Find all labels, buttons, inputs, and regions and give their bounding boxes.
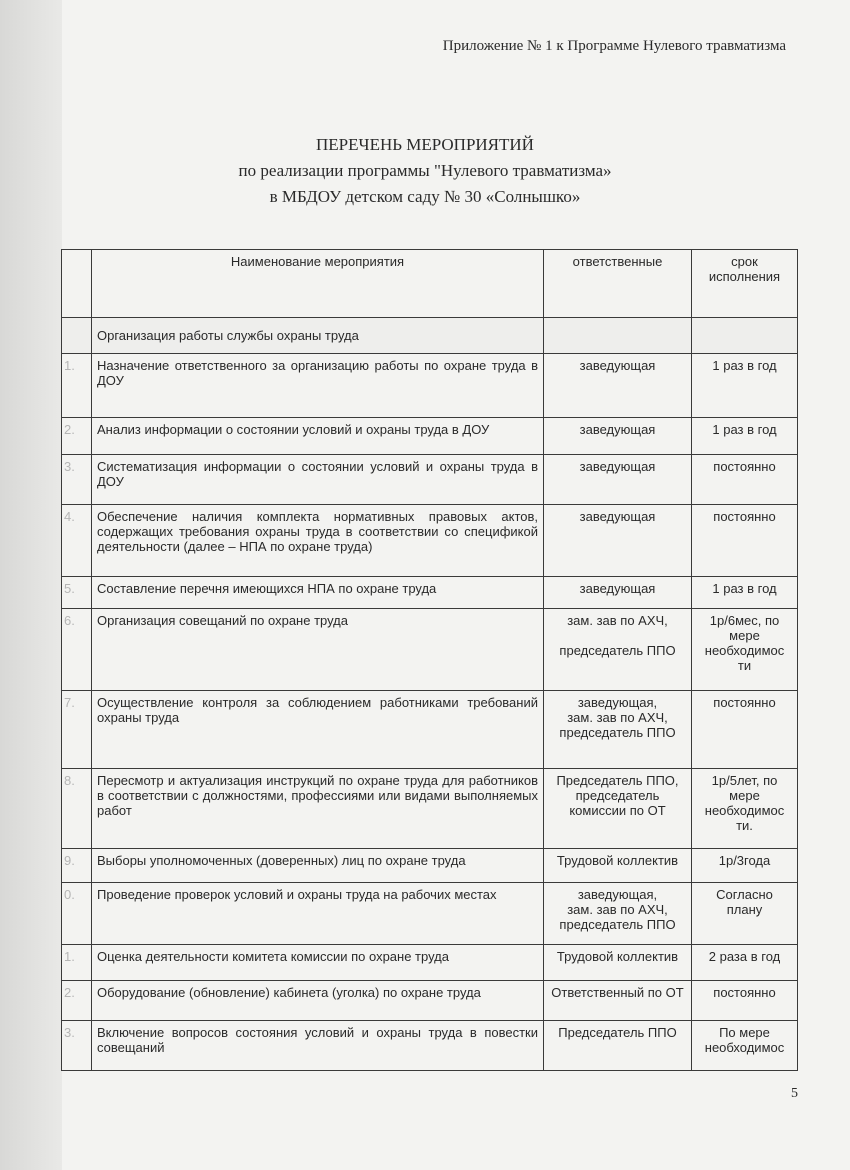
table-row <box>62 849 798 883</box>
row-measure-name: Обеспечение наличия комплекта нормативных правовых актов, содержащих требования охраны труда в соответствии со спецификой деятельности (далее – НПА по охране труда) <box>92 505 544 577</box>
row-measure-name: Проведение проверок условий и охраны труда на рабочих местах <box>92 883 544 945</box>
table-row <box>62 418 798 455</box>
row-measure-name: Пересмотр и актуализация инструкций по охране труда для работников в соответствии с должностями, профессиями или видами выполняемых работ <box>92 769 544 849</box>
row-measure-name: Оборудование (обновление) кабинета (уголка) по охране труда <box>92 981 544 1021</box>
row-number: 7. <box>62 691 92 769</box>
row-measure-name: Назначение ответственного за организацию работы по охране труда в ДОУ <box>92 354 544 418</box>
table-header-row <box>62 250 798 318</box>
row-number: 2. <box>62 981 92 1021</box>
row-responsible: заведующая <box>544 505 692 577</box>
table-row <box>62 609 798 691</box>
page-number: 5 <box>791 1086 798 1101</box>
row-term: постоянно <box>692 691 798 769</box>
row-term: постоянно <box>692 981 798 1021</box>
row-measure-name: Составление перечня имеющихся НПА по охране труда <box>92 577 544 609</box>
title-line-2: по реализации программы "Нулевого травматизма» <box>238 161 612 180</box>
table-row <box>62 577 798 609</box>
row-term: 1 раз в год <box>692 577 798 609</box>
row-measure-name: Систематизация информации о состоянии условий и охраны труда в ДОУ <box>92 455 544 505</box>
section-row <box>62 318 798 354</box>
row-number: 4. <box>62 505 92 577</box>
row-term: постоянно <box>692 455 798 505</box>
row-term: 1 раз в год <box>692 418 798 455</box>
row-number: 5. <box>62 577 92 609</box>
table-row <box>62 945 798 981</box>
section-title: Организация работы службы охраны труда <box>92 318 544 354</box>
row-number: 2. <box>62 418 92 455</box>
appendix-header: Приложение № 1 к Программе Нулевого травматизма <box>442 38 786 54</box>
document-title <box>0 132 850 210</box>
row-responsible: заведующая, зам. зав по АХЧ, председатель ППО <box>544 691 692 769</box>
row-number: 1. <box>62 945 92 981</box>
row-number: 1. <box>62 354 92 418</box>
row-term: По мере необходимос <box>692 1021 798 1071</box>
row-responsible: заведующая <box>544 577 692 609</box>
row-number: 8. <box>62 769 92 849</box>
row-term: 2 раза в год <box>692 945 798 981</box>
title-line-3: в МБДОУ детском саду № 30 «Солнышко» <box>269 187 581 206</box>
table-row <box>62 1021 798 1071</box>
row-responsible: заведующая <box>544 418 692 455</box>
row-number: 6. <box>62 609 92 691</box>
row-term: Согласно плану <box>692 883 798 945</box>
header-num <box>62 250 92 318</box>
row-responsible: заведующая <box>544 455 692 505</box>
row-term: 1р/3года <box>692 849 798 883</box>
table-row <box>62 883 798 945</box>
row-responsible: зам. зав по АХЧ, председатель ППО <box>544 609 692 691</box>
row-term: 1 раз в год <box>692 354 798 418</box>
row-term: постоянно <box>692 505 798 577</box>
table-row <box>62 691 798 769</box>
row-number: 3. <box>62 1021 92 1071</box>
row-responsible: заведующая <box>544 354 692 418</box>
row-responsible: Ответственный по ОТ <box>544 981 692 1021</box>
row-responsible: Трудовой коллектив <box>544 945 692 981</box>
row-measure-name: Осуществление контроля за соблюдением работниками требований охраны труда <box>92 691 544 769</box>
title-line-1: ПЕРЕЧЕНЬ МЕРОПРИЯТИЙ <box>316 135 534 154</box>
table-row <box>62 981 798 1021</box>
header-name: Наименование мероприятия <box>92 250 544 318</box>
measures-table <box>61 249 798 1071</box>
row-term: 1р/6мес, по мере необходимос ти <box>692 609 798 691</box>
row-measure-name: Организация совещаний по охране труда <box>92 609 544 691</box>
row-responsible: Трудовой коллектив <box>544 849 692 883</box>
table-row <box>62 354 798 418</box>
row-responsible: Председатель ППО <box>544 1021 692 1071</box>
header-term: срок исполнения <box>692 250 798 318</box>
row-measure-name: Анализ информации о состоянии условий и охраны труда в ДОУ <box>92 418 544 455</box>
row-responsible: Председатель ППО, председатель комиссии по ОТ <box>544 769 692 849</box>
row-term: 1р/5лет, по мере необходимос ти. <box>692 769 798 849</box>
table-row <box>62 505 798 577</box>
row-number: 0. <box>62 883 92 945</box>
row-responsible: заведующая, зам. зав по АХЧ, председатель ППО <box>544 883 692 945</box>
row-measure-name: Выборы уполномоченных (доверенных) лиц по охране труда <box>92 849 544 883</box>
table-row <box>62 769 798 849</box>
row-number: 9. <box>62 849 92 883</box>
row-measure-name: Включение вопросов состояния условий и охраны труда в повестки совещаний <box>92 1021 544 1071</box>
row-number: 3. <box>62 455 92 505</box>
header-responsible: ответственные <box>544 250 692 318</box>
table-row <box>62 455 798 505</box>
row-measure-name: Оценка деятельности комитета комиссии по охране труда <box>92 945 544 981</box>
